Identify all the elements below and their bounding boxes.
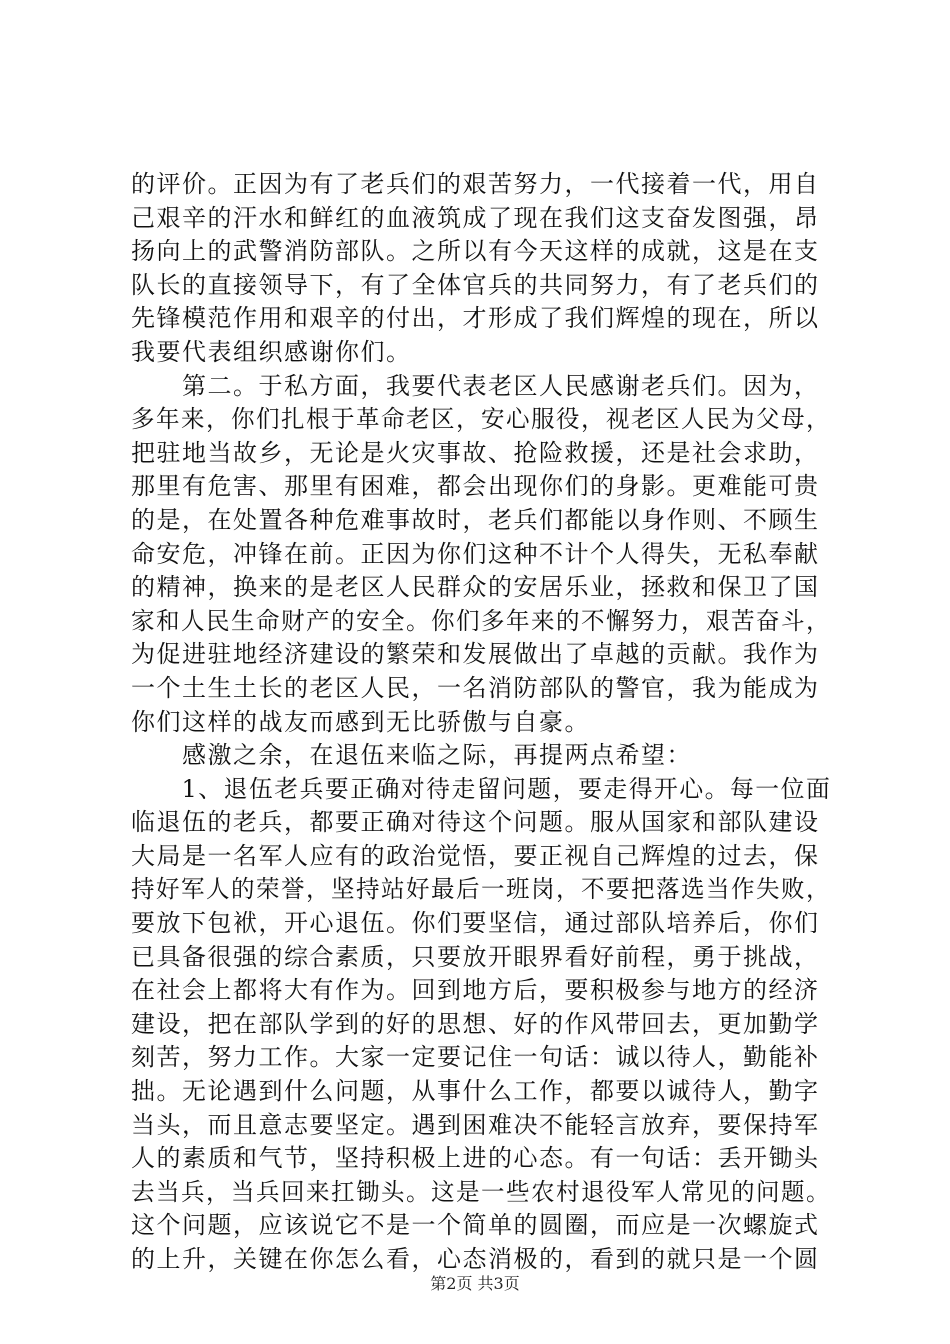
text-line: 当头，而且意志要坚定。遇到困难决不能轻言放弃，要保持军 [131, 1110, 820, 1139]
text-line: 要放下包袱，开心退伍。你们要坚信，通过部队培养后，你们 [131, 909, 820, 938]
text-line: 把驻地当故乡，无论是火灾事故、抢险救援，还是社会求助， [131, 438, 820, 467]
text-line: 队长的直接领导下，有了全体官兵的共同努力，有了老兵们的 [131, 270, 820, 299]
document-body [131, 168, 831, 1277]
text-line: 的是，在处置各种危难事故时，老兵们都能以身作则、不顾生 [131, 505, 820, 534]
text-line: 人的素质和气节，坚持积极上进的心态。有一句话：丢开锄头 [131, 1144, 820, 1173]
text-line: 多年来，你们扎根于革命老区，安心服役，视老区人民为父母， [131, 405, 832, 434]
text-line: 已具备很强的综合素质，只要放开眼界看好前程，勇于挑战， [131, 942, 820, 971]
text-line: 大局是一名军人应有的政治觉悟，要正视自己辉煌的过去，保 [131, 841, 820, 870]
text-line: 1、退伍老兵要正确对待走留问题，要走得开心。每一位面 [131, 774, 832, 803]
text-line: 刻苦，努力工作。大家一定要记住一句话：诚以待人，勤能补 [131, 1043, 820, 1072]
text-line: 第二。于私方面，我要代表老区人民感谢老兵们。因为， [131, 371, 820, 400]
text-line: 一个土生土长的老区人民，一名消防部队的警官，我为能成为 [131, 673, 820, 702]
page-footer: 第2页 共3页 [430, 1274, 520, 1293]
text-line: 去当兵，当兵回来扛锄头。这是一些农村退役军人常见的问题。 [131, 1177, 832, 1206]
text-line: 感激之余，在退伍来临之际，再提两点希望： [131, 741, 692, 770]
text-line: 家和人民生命财产的安全。你们多年来的不懈努力，艰苦奋斗， [131, 606, 832, 635]
text-line: 的精神，换来的是老区人民群众的安居乐业，拯救和保卫了国 [131, 573, 820, 602]
text-line: 己艰辛的汗水和鲜红的血液筑成了现在我们这支奋发图强，昂 [131, 203, 820, 232]
text-line: 扬向上的武警消防部队。之所以有今天这样的成就，这是在支 [131, 237, 820, 266]
text-line: 的评价。正因为有了老兵们的艰苦努力，一代接着一代，用自 [131, 170, 820, 198]
text-line: 为促进驻地经济建设的繁荣和发展做出了卓越的贡献。我作为 [131, 640, 820, 669]
text-line: 拙。无论遇到什么问题，从事什么工作，都要以诚待人，勤字 [131, 1077, 820, 1106]
text-line: 这个问题，应该说它不是一个简单的圆圈，而应是一次螺旋式 [131, 1211, 820, 1240]
text-line: 我要代表组织感谢你们。 [131, 337, 412, 366]
text-line: 你们这样的战友而感到无比骄傲与自豪。 [131, 707, 590, 736]
text-line: 建设，把在部队学到的好的思想、好的作风带回去，更加勤学 [131, 1009, 820, 1038]
text-line: 的上升，关键在你怎么看，心态消极的，看到的就只是一个圆 [131, 1245, 820, 1273]
text-line: 临退伍的老兵，都要正确对待这个问题。服从国家和部队建设 [131, 808, 820, 837]
text-line: 在社会上都将大有作为。回到地方后，要积极参与地方的经济 [131, 976, 820, 1005]
text-line: 持好军人的荣誉，坚持站好最后一班岗，不要把落选当作失败， [131, 875, 832, 904]
text-line: 命安危，冲锋在前。正因为你们这种不计个人得失，无私奉献 [131, 539, 820, 568]
text-line: 先锋模范作用和艰辛的付出，才形成了我们辉煌的现在，所以 [131, 304, 820, 333]
text-line: 那里有危害、那里有困难，都会出现你们的身影。更难能可贵 [131, 472, 820, 501]
